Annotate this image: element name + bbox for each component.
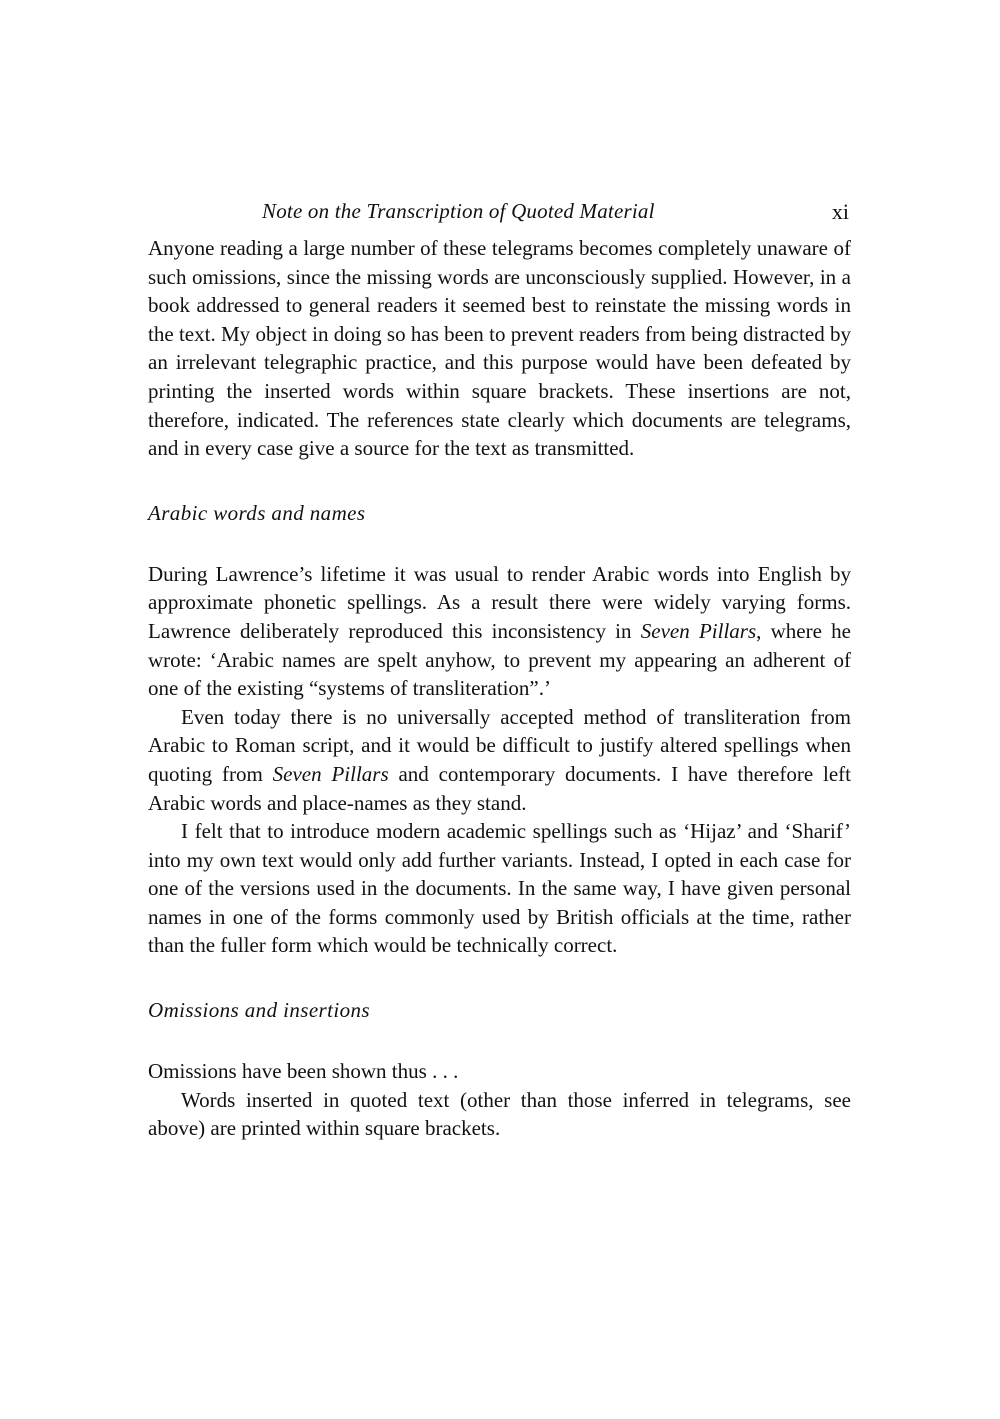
text-run: During Lawrence’s lifetime it was usual to render Arabic words into English by approximate phonetic spellings. As a result there were widely varying forms. Lawrence deliberately reproduced this inconsistency in: [148, 561, 851, 643]
running-title: Note on the Transcription of Quoted Material: [262, 199, 655, 223]
text-run: , where he wrote: ‘Arabic names are spelt anyhow, to prevent my appearing an adherent of one of the existing “systems of transliteration”.’: [148, 618, 852, 701]
paragraph-transliteration: [148, 703, 851, 817]
book-title-seven-pillars: Seven Pillars: [640, 618, 757, 643]
heading-arabic-words: Arabic words and names: [148, 500, 366, 525]
book-page: [148, 196, 851, 1143]
paragraph-omissions: Omissions have been shown thus . . .: [148, 1059, 459, 1084]
text-run: and contemporary documents. I have therefore left Arabic words and place-names as they stand.: [148, 761, 851, 815]
paragraph-telegrams: Anyone reading a large number of these telegrams becomes completely unaware of such omissions, since the missing words are unconsciously supplied. However, in a book addressed to general readers it seemed best to reinstate the missing words in the text. My object in doing so has been to prevent readers from being distracted by an irrelevant telegraphic practice, and this purpose would have been defeated by printing the inserted words within square brackets. These insertions are not, therefore, indicated. The references state clearly which documents are telegrams, and in every case give a source for the text as transmitted.: [148, 236, 851, 461]
running-head: [148, 196, 851, 234]
heading-omissions: Omissions and insertions: [148, 998, 370, 1023]
paragraph-modern-spellings: I felt that to introduce modern academic spellings such as ‘Hijaz’ and ‘Sharif’ into my own text would only add further variants. Instead, I opted in each case for one of the versions used in the documents. In the same way, I have given personal names in one of the forms commonly used by British officials at the time, rather than the fuller form which would be technically correct.: [148, 819, 851, 958]
page-number: xi: [831, 199, 849, 224]
text-run: Even today there is no universally accepted method of transliteration from Arabic to Roman script, and it would be difficult to justify altered spellings when quoting from: [148, 704, 851, 786]
book-title-seven-pillars: Seven Pillars: [272, 761, 389, 786]
paragraph-lawrence-spellings: [148, 560, 851, 703]
paragraph-insertions: Words inserted in quoted text (other than those inferred in telegrams, see above) are printed within square brackets.: [148, 1087, 851, 1141]
